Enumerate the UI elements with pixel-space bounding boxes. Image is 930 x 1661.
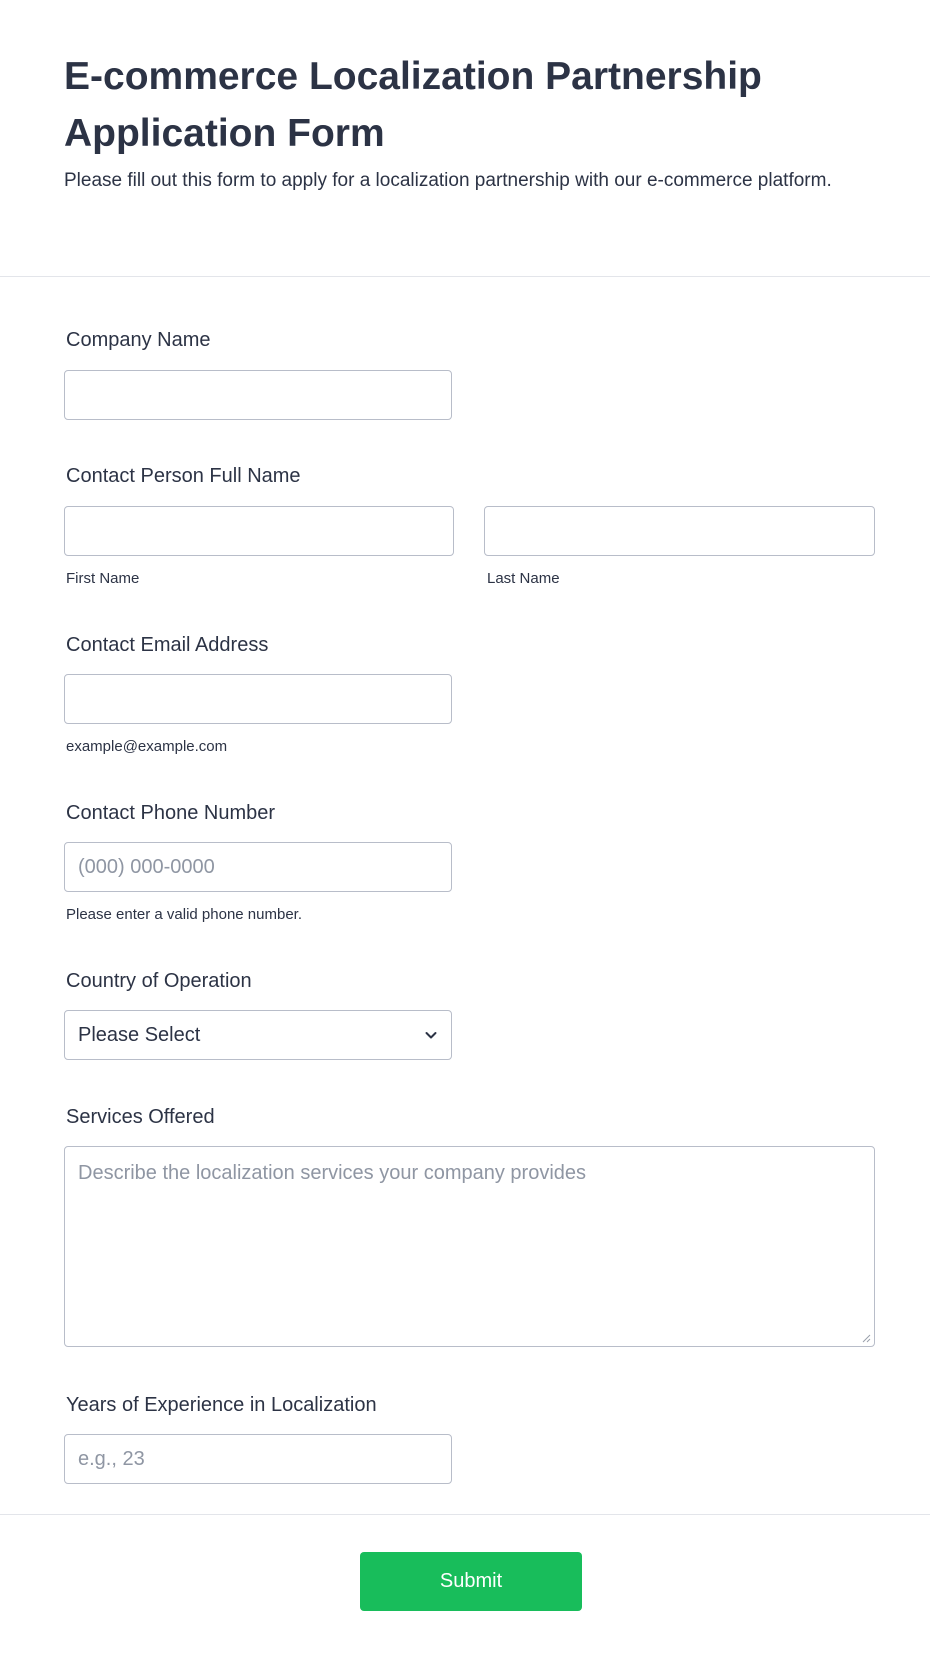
- experience-input[interactable]: [64, 1434, 452, 1484]
- email-label: Contact Email Address: [66, 634, 269, 656]
- resize-grip-icon[interactable]: [861, 1333, 871, 1343]
- chevron-down-icon: [423, 1027, 439, 1043]
- phone-input[interactable]: [64, 842, 452, 892]
- last-name-input[interactable]: [484, 506, 875, 556]
- first-name-sublabel: First Name: [66, 570, 140, 587]
- services-textarea[interactable]: [64, 1146, 875, 1347]
- country-label: Country of Operation: [66, 970, 252, 992]
- first-name-input[interactable]: [64, 506, 454, 556]
- phone-sublabel: Please enter a valid phone number.: [66, 906, 302, 923]
- company-name-input[interactable]: [64, 370, 452, 420]
- experience-label: Years of Experience in Localization: [66, 1394, 377, 1416]
- email-sublabel: example@example.com: [66, 738, 228, 755]
- form-title: E-commerce Localization Partnership Application Form: [64, 55, 762, 155]
- email-input[interactable]: [64, 674, 452, 724]
- submit-button[interactable]: Submit: [360, 1552, 582, 1611]
- last-name-sublabel: Last Name: [487, 570, 560, 587]
- form-header: [0, 0, 930, 277]
- contact-name-label: Contact Person Full Name: [66, 465, 301, 487]
- company-name-label: Company Name: [66, 329, 211, 351]
- form-subtitle: Please fill out this form to apply for a localization partnership with our e-commerce platform.: [64, 170, 832, 191]
- country-select[interactable]: [64, 1010, 452, 1060]
- phone-label: Contact Phone Number: [66, 802, 276, 824]
- services-label: Services Offered: [66, 1106, 215, 1128]
- country-select-value: Please Select: [78, 1024, 201, 1046]
- footer-divider: [0, 1514, 930, 1515]
